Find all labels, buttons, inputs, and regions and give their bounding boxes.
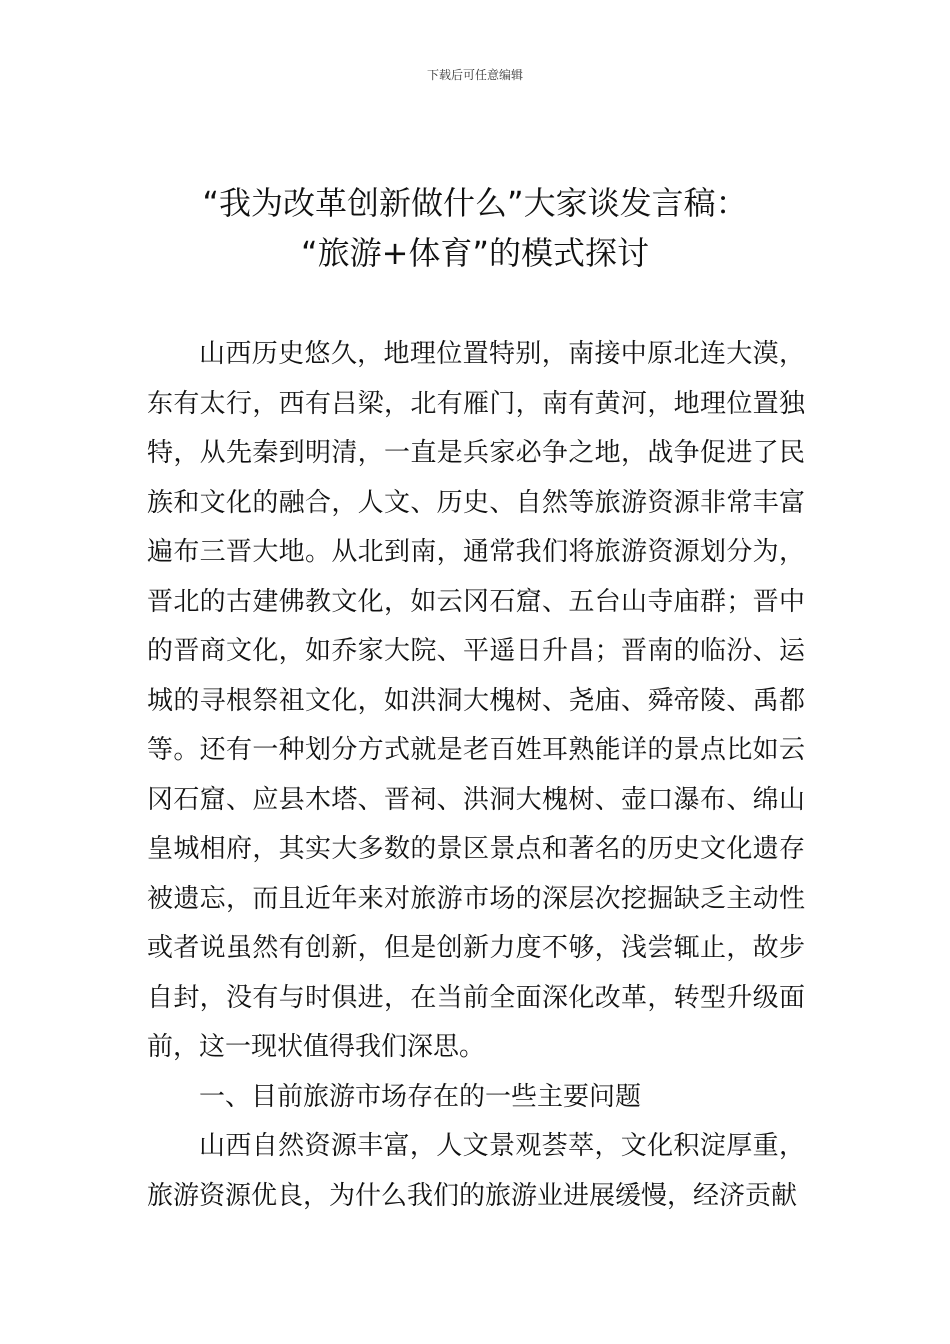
title-line-2: “旅游+体育”的模式探讨 [301,234,649,272]
document-title [100,178,850,278]
body-paragraph: 山西自然资源丰富，人文景观荟萃，文化积淀厚重，旅游资源优良，为什么我们的旅游业进展缓慢，经济贡献 [147,1131,805,1211]
document-body [147,330,805,1221]
header-note: 下载后可任意编辑 [426,68,523,82]
title-line-1: “我为改革创新做什么”大家谈发言稿： [202,184,748,222]
body-paragraph: 山西历史悠久，地理位置特别，南接中原北连大漠，东有太行，西有吕梁，北有雁门，南有黄河，地理位置独特，从先秦到明清，一直是兵家必争之地，战争促进了民族和文化的融合，人文、历史、自然等旅游资源非常丰富遍布三晋大地。从北到南，通常我们将旅游资源划分为，晋北的古建佛教文化，如云冈石窟、五台山寺庙群；晋中的晋商文化，如乔家大院、平遥日升昌；晋南的临汾、运城的寻根祭祖文化，如洪洞大槐树、尧庙、舜帝陵、禹都等。还有一种划分方式就是老百姓耳熟能详的景点比如云冈石窟、应县木塔、晋祠、洪洞大槐树、壶口瀑布、绵山皇城相府，其实大多数的景区景点和著名的历史文化遗存被遗忘，而且近年来对旅游市场的深层次挖掘缺乏主动性或者说虽然有创新，但是创新力度不够，浅尝辄止，故步自封，没有与时俱进，在当前全面深化改革，转型升级面前，这一现状值得我们深思。 [147,339,805,1062]
section-heading: 一、目前旅游市场存在的一些主要问题 [199,1081,642,1112]
